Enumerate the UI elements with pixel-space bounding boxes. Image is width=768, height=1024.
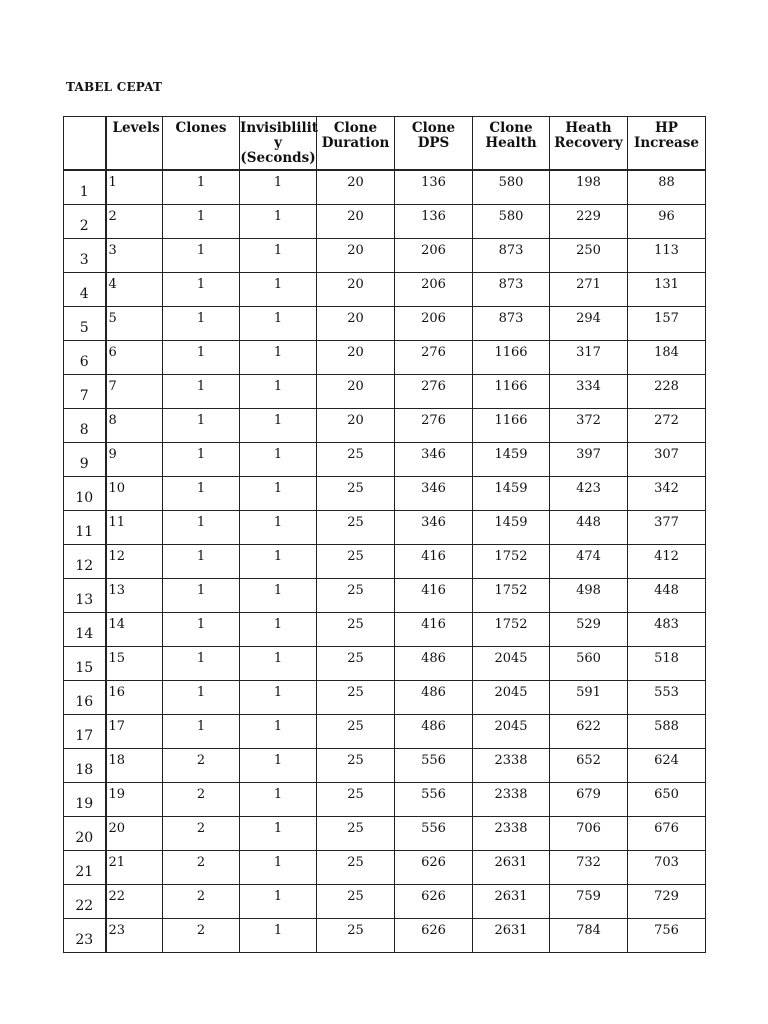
invisibility-cell: 1 xyxy=(240,272,317,306)
hp-increase-cell: 676 xyxy=(628,816,706,850)
invisibility-cell: 1 xyxy=(240,442,317,476)
invisibility-cell: 1 xyxy=(240,714,317,748)
clone-duration-cell: 20 xyxy=(317,306,395,340)
invisibility-cell: 1 xyxy=(240,884,317,918)
health-recovery-cell: 372 xyxy=(550,408,628,442)
invisibility-cell: 1 xyxy=(240,510,317,544)
invisibility-cell: 1 xyxy=(240,476,317,510)
clone-dps-cell: 346 xyxy=(395,476,473,510)
header-clones: Clones xyxy=(163,117,240,171)
invisibility-cell: 1 xyxy=(240,238,317,272)
level-cell: 10 xyxy=(106,476,163,510)
clone-dps-cell: 136 xyxy=(395,170,473,204)
table-row xyxy=(64,204,706,238)
health-recovery-cell: 706 xyxy=(550,816,628,850)
row-number-cell: 9 xyxy=(64,442,106,476)
clone-health-cell: 1459 xyxy=(473,442,550,476)
level-cell: 13 xyxy=(106,578,163,612)
clone-health-cell: 1166 xyxy=(473,340,550,374)
clone-duration-cell: 25 xyxy=(317,442,395,476)
clone-dps-cell: 486 xyxy=(395,646,473,680)
clone-health-cell: 580 xyxy=(473,170,550,204)
hp-increase-cell: 88 xyxy=(628,170,706,204)
clone-dps-cell: 416 xyxy=(395,612,473,646)
hp-increase-cell: 184 xyxy=(628,340,706,374)
table-row xyxy=(64,612,706,646)
row-number-cell: 10 xyxy=(64,476,106,510)
level-cell: 19 xyxy=(106,782,163,816)
clone-duration-cell: 25 xyxy=(317,510,395,544)
table-row xyxy=(64,578,706,612)
health-recovery-cell: 498 xyxy=(550,578,628,612)
header-clone-duration-line-1: Clone xyxy=(333,120,378,136)
clone-duration-cell: 20 xyxy=(317,272,395,306)
row-number-cell: 13 xyxy=(64,578,106,612)
hp-increase-cell: 272 xyxy=(628,408,706,442)
level-cell: 2 xyxy=(106,204,163,238)
level-cell: 18 xyxy=(106,748,163,782)
clone-duration-cell: 25 xyxy=(317,884,395,918)
clone-duration-cell: 25 xyxy=(317,476,395,510)
level-cell: 7 xyxy=(106,374,163,408)
table-row xyxy=(64,476,706,510)
health-recovery-cell: 474 xyxy=(550,544,628,578)
clones-cell: 1 xyxy=(163,170,240,204)
clone-dps-cell: 556 xyxy=(395,816,473,850)
clones-cell: 1 xyxy=(163,374,240,408)
clones-cell: 1 xyxy=(163,646,240,680)
header-invisibility-line-3: (Seconds) xyxy=(240,150,316,166)
table-row xyxy=(64,850,706,884)
clone-health-cell: 873 xyxy=(473,238,550,272)
table-row xyxy=(64,374,706,408)
header-clone-health-line-1: Clone xyxy=(489,120,533,136)
clone-duration-cell: 25 xyxy=(317,918,395,952)
clone-duration-cell: 25 xyxy=(317,850,395,884)
clone-duration-cell: 20 xyxy=(317,340,395,374)
health-recovery-cell: 652 xyxy=(550,748,628,782)
health-recovery-cell: 423 xyxy=(550,476,628,510)
level-cell: 17 xyxy=(106,714,163,748)
clone-dps-cell: 276 xyxy=(395,408,473,442)
header-clone-health xyxy=(473,117,550,171)
clone-health-cell: 1752 xyxy=(473,612,550,646)
clone-duration-cell: 20 xyxy=(317,408,395,442)
header-hp-increase xyxy=(628,117,706,171)
clone-duration-cell: 25 xyxy=(317,714,395,748)
clone-dps-cell: 486 xyxy=(395,714,473,748)
header-clone-dps-line-1: Clone xyxy=(411,120,456,136)
level-cell: 6 xyxy=(106,340,163,374)
clone-dps-cell: 626 xyxy=(395,884,473,918)
level-cell: 1 xyxy=(106,170,163,204)
clones-cell: 1 xyxy=(163,306,240,340)
level-cell: 16 xyxy=(106,680,163,714)
hp-increase-cell: 131 xyxy=(628,272,706,306)
clone-duration-cell: 20 xyxy=(317,374,395,408)
table-row xyxy=(64,714,706,748)
table-row xyxy=(64,884,706,918)
hp-increase-cell: 113 xyxy=(628,238,706,272)
stats-table xyxy=(63,116,706,953)
header-levels: Levels xyxy=(106,117,163,171)
clone-dps-cell: 556 xyxy=(395,782,473,816)
row-number-cell: 2 xyxy=(64,204,106,238)
invisibility-cell: 1 xyxy=(240,374,317,408)
table-row xyxy=(64,680,706,714)
table-row xyxy=(64,816,706,850)
level-cell: 14 xyxy=(106,612,163,646)
clone-health-cell: 2631 xyxy=(473,884,550,918)
health-recovery-cell: 560 xyxy=(550,646,628,680)
invisibility-cell: 1 xyxy=(240,408,317,442)
hp-increase-cell: 518 xyxy=(628,646,706,680)
clones-cell: 1 xyxy=(163,340,240,374)
invisibility-cell: 1 xyxy=(240,340,317,374)
clone-dps-cell: 626 xyxy=(395,850,473,884)
clone-dps-cell: 206 xyxy=(395,272,473,306)
invisibility-cell: 1 xyxy=(240,850,317,884)
table-row xyxy=(64,306,706,340)
row-number-cell: 8 xyxy=(64,408,106,442)
clone-duration-cell: 25 xyxy=(317,748,395,782)
hp-increase-cell: 588 xyxy=(628,714,706,748)
level-cell: 15 xyxy=(106,646,163,680)
clones-cell: 1 xyxy=(163,510,240,544)
row-number-cell: 22 xyxy=(64,884,106,918)
header-index xyxy=(64,117,106,171)
header-clone-duration-line-2: Duration xyxy=(321,135,390,151)
clones-cell: 1 xyxy=(163,476,240,510)
header-invisibility-line-2: y xyxy=(274,135,282,151)
clones-cell: 2 xyxy=(163,748,240,782)
clone-health-cell: 580 xyxy=(473,204,550,238)
level-cell: 4 xyxy=(106,272,163,306)
table-row xyxy=(64,510,706,544)
hp-increase-cell: 729 xyxy=(628,884,706,918)
clone-health-cell: 1459 xyxy=(473,510,550,544)
hp-increase-cell: 307 xyxy=(628,442,706,476)
level-cell: 11 xyxy=(106,510,163,544)
clone-health-cell: 2045 xyxy=(473,714,550,748)
health-recovery-cell: 397 xyxy=(550,442,628,476)
health-recovery-cell: 759 xyxy=(550,884,628,918)
clones-cell: 1 xyxy=(163,408,240,442)
level-cell: 8 xyxy=(106,408,163,442)
clone-health-cell: 1166 xyxy=(473,408,550,442)
clone-dps-cell: 556 xyxy=(395,748,473,782)
clone-dps-cell: 206 xyxy=(395,306,473,340)
row-number-cell: 7 xyxy=(64,374,106,408)
clone-dps-cell: 276 xyxy=(395,340,473,374)
clone-health-cell: 2631 xyxy=(473,850,550,884)
hp-increase-cell: 342 xyxy=(628,476,706,510)
health-recovery-cell: 529 xyxy=(550,612,628,646)
invisibility-cell: 1 xyxy=(240,612,317,646)
table-row xyxy=(64,238,706,272)
invisibility-cell: 1 xyxy=(240,782,317,816)
invisibility-cell: 1 xyxy=(240,816,317,850)
header-invisibility-line-1: Invisiblilit xyxy=(240,120,319,136)
clone-dps-cell: 206 xyxy=(395,238,473,272)
clone-duration-cell: 25 xyxy=(317,782,395,816)
level-cell: 9 xyxy=(106,442,163,476)
health-recovery-cell: 229 xyxy=(550,204,628,238)
clones-cell: 1 xyxy=(163,544,240,578)
hp-increase-cell: 228 xyxy=(628,374,706,408)
clone-dps-cell: 136 xyxy=(395,204,473,238)
header-clone-dps xyxy=(395,117,473,171)
row-number-cell: 20 xyxy=(64,816,106,850)
clone-dps-cell: 346 xyxy=(395,442,473,476)
clone-duration-cell: 25 xyxy=(317,612,395,646)
clone-dps-cell: 346 xyxy=(395,510,473,544)
clone-duration-cell: 20 xyxy=(317,238,395,272)
clone-dps-cell: 276 xyxy=(395,374,473,408)
table-row xyxy=(64,340,706,374)
clones-cell: 1 xyxy=(163,442,240,476)
row-number-cell: 18 xyxy=(64,748,106,782)
row-number-cell: 12 xyxy=(64,544,106,578)
clone-health-cell: 1752 xyxy=(473,578,550,612)
table-row xyxy=(64,918,706,952)
page-title: TABEL CEPAT xyxy=(66,80,163,94)
clones-cell: 2 xyxy=(163,816,240,850)
health-recovery-cell: 317 xyxy=(550,340,628,374)
header-invisibility xyxy=(240,117,317,171)
clones-cell: 1 xyxy=(163,238,240,272)
header-health-recovery xyxy=(550,117,628,171)
health-recovery-cell: 732 xyxy=(550,850,628,884)
clone-health-cell: 2631 xyxy=(473,918,550,952)
clones-cell: 2 xyxy=(163,918,240,952)
header-health-recovery-line-1: Heath xyxy=(565,120,612,136)
hp-increase-cell: 624 xyxy=(628,748,706,782)
row-number-cell: 6 xyxy=(64,340,106,374)
hp-increase-cell: 650 xyxy=(628,782,706,816)
header-clone-dps-line-2: DPS xyxy=(417,135,450,151)
clone-health-cell: 2338 xyxy=(473,816,550,850)
clone-health-cell: 873 xyxy=(473,272,550,306)
invisibility-cell: 1 xyxy=(240,578,317,612)
row-number-cell: 1 xyxy=(64,170,106,204)
clones-cell: 2 xyxy=(163,782,240,816)
table-row xyxy=(64,442,706,476)
clone-health-cell: 873 xyxy=(473,306,550,340)
hp-increase-cell: 412 xyxy=(628,544,706,578)
clone-duration-cell: 25 xyxy=(317,544,395,578)
row-number-cell: 21 xyxy=(64,850,106,884)
clones-cell: 1 xyxy=(163,612,240,646)
clone-health-cell: 2045 xyxy=(473,646,550,680)
clones-cell: 1 xyxy=(163,272,240,306)
clones-cell: 2 xyxy=(163,884,240,918)
invisibility-cell: 1 xyxy=(240,306,317,340)
level-cell: 5 xyxy=(106,306,163,340)
invisibility-cell: 1 xyxy=(240,918,317,952)
hp-increase-cell: 377 xyxy=(628,510,706,544)
header-health-recovery-line-2: Recovery xyxy=(554,135,623,151)
clone-health-cell: 1752 xyxy=(473,544,550,578)
clone-health-cell: 1459 xyxy=(473,476,550,510)
clone-duration-cell: 20 xyxy=(317,170,395,204)
clone-duration-cell: 25 xyxy=(317,680,395,714)
row-number-cell: 3 xyxy=(64,238,106,272)
clones-cell: 1 xyxy=(163,680,240,714)
table-row xyxy=(64,782,706,816)
health-recovery-cell: 622 xyxy=(550,714,628,748)
invisibility-cell: 1 xyxy=(240,170,317,204)
hp-increase-cell: 756 xyxy=(628,918,706,952)
clone-duration-cell: 25 xyxy=(317,816,395,850)
table-row xyxy=(64,408,706,442)
hp-increase-cell: 96 xyxy=(628,204,706,238)
health-recovery-cell: 448 xyxy=(550,510,628,544)
header-hp-increase-line-1: HP xyxy=(655,120,678,136)
clone-health-cell: 2045 xyxy=(473,680,550,714)
hp-increase-cell: 553 xyxy=(628,680,706,714)
row-number-cell: 23 xyxy=(64,918,106,952)
clone-health-cell: 2338 xyxy=(473,782,550,816)
row-number-cell: 4 xyxy=(64,272,106,306)
level-cell: 22 xyxy=(106,884,163,918)
health-recovery-cell: 591 xyxy=(550,680,628,714)
clone-dps-cell: 486 xyxy=(395,680,473,714)
level-cell: 3 xyxy=(106,238,163,272)
invisibility-cell: 1 xyxy=(240,544,317,578)
health-recovery-cell: 271 xyxy=(550,272,628,306)
clone-duration-cell: 25 xyxy=(317,578,395,612)
row-number-cell: 11 xyxy=(64,510,106,544)
clone-dps-cell: 626 xyxy=(395,918,473,952)
table-row xyxy=(64,272,706,306)
table-row xyxy=(64,544,706,578)
health-recovery-cell: 784 xyxy=(550,918,628,952)
row-number-cell: 19 xyxy=(64,782,106,816)
hp-increase-cell: 448 xyxy=(628,578,706,612)
row-number-cell: 5 xyxy=(64,306,106,340)
clone-dps-cell: 416 xyxy=(395,544,473,578)
clone-health-cell: 2338 xyxy=(473,748,550,782)
invisibility-cell: 1 xyxy=(240,748,317,782)
table-row xyxy=(64,646,706,680)
header-clone-health-line-2: Health xyxy=(485,135,537,151)
header-row xyxy=(64,117,706,171)
level-cell: 20 xyxy=(106,816,163,850)
level-cell: 23 xyxy=(106,918,163,952)
health-recovery-cell: 679 xyxy=(550,782,628,816)
invisibility-cell: 1 xyxy=(240,646,317,680)
clone-health-cell: 1166 xyxy=(473,374,550,408)
row-number-cell: 17 xyxy=(64,714,106,748)
clone-dps-cell: 416 xyxy=(395,578,473,612)
health-recovery-cell: 250 xyxy=(550,238,628,272)
invisibility-cell: 1 xyxy=(240,204,317,238)
row-number-cell: 15 xyxy=(64,646,106,680)
health-recovery-cell: 294 xyxy=(550,306,628,340)
table-body xyxy=(64,170,706,952)
clones-cell: 2 xyxy=(163,850,240,884)
row-number-cell: 16 xyxy=(64,680,106,714)
health-recovery-cell: 334 xyxy=(550,374,628,408)
hp-increase-cell: 157 xyxy=(628,306,706,340)
level-cell: 21 xyxy=(106,850,163,884)
row-number-cell: 14 xyxy=(64,612,106,646)
header-hp-increase-line-2: Increase xyxy=(634,135,699,151)
hp-increase-cell: 483 xyxy=(628,612,706,646)
clones-cell: 1 xyxy=(163,714,240,748)
invisibility-cell: 1 xyxy=(240,680,317,714)
clone-duration-cell: 25 xyxy=(317,646,395,680)
clone-duration-cell: 20 xyxy=(317,204,395,238)
clones-cell: 1 xyxy=(163,578,240,612)
clones-cell: 1 xyxy=(163,204,240,238)
table-row xyxy=(64,748,706,782)
health-recovery-cell: 198 xyxy=(550,170,628,204)
table-row xyxy=(64,170,706,204)
hp-increase-cell: 703 xyxy=(628,850,706,884)
level-cell: 12 xyxy=(106,544,163,578)
header-clone-duration xyxy=(317,117,395,171)
